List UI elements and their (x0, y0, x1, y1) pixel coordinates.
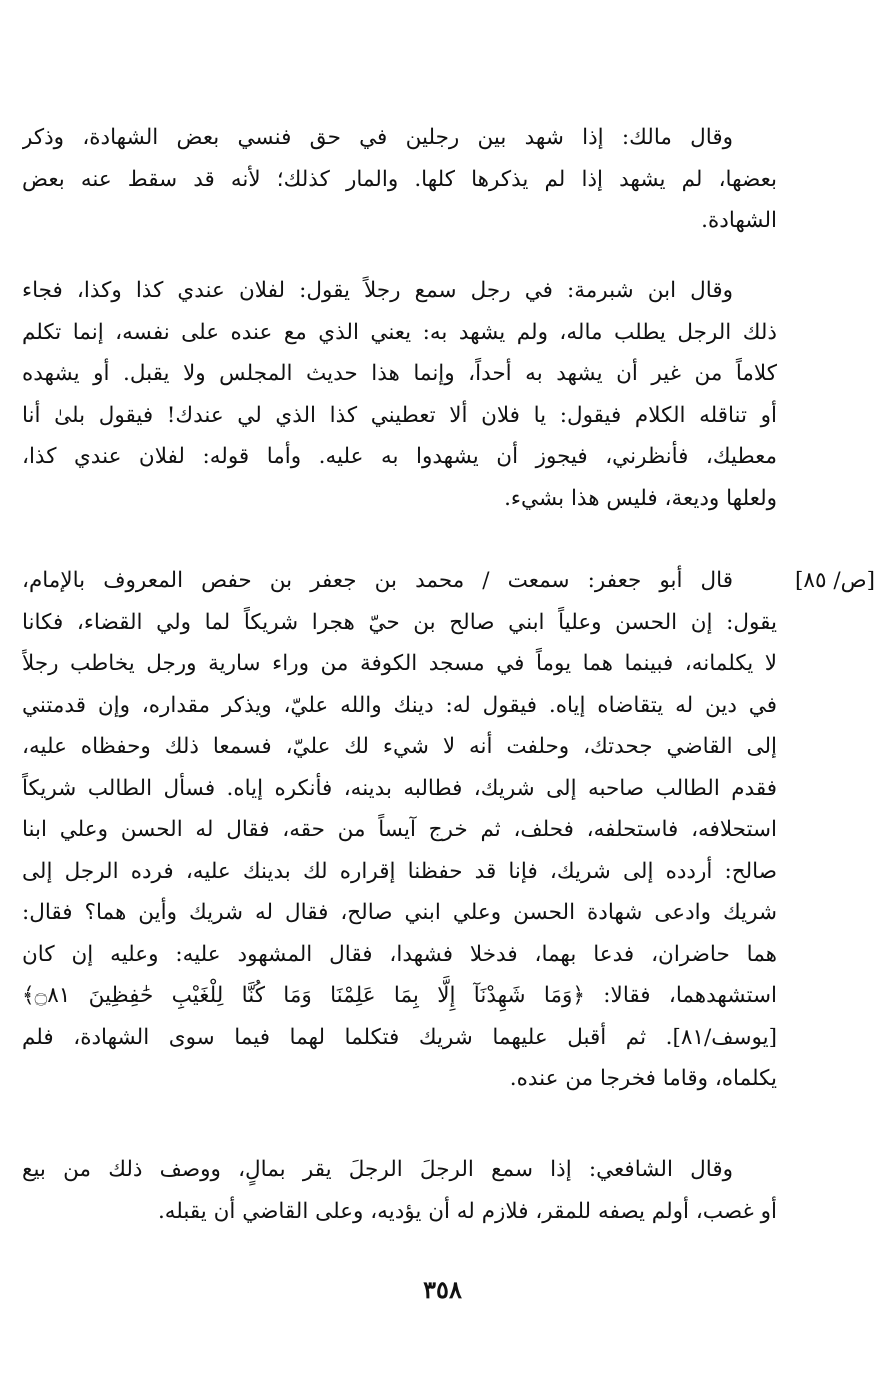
text-line: [يوسف/٨١]. ثم أقبل عليهما شريك فتكلما لهما فيما سوى الشهادة، فلم (22, 1024, 777, 1050)
text-line: هما حاضران، فدعا بهما، فدخلا فشهدا، فقال المشهود عليه: وعليه إن كان (22, 941, 777, 967)
text-line: وقال مالك: إذا شهد بين رجلين في حق فنسي بعض الشهادة، وذكر (22, 125, 733, 150)
quran-verse-line: استشهدهما، فقالا: ﴿وَمَا شَهِدْنَآ إِلَّا بِمَا عَلِمْنَا وَمَا كُنَّا لِلْغَيْبِ حَٰفِظِينَ ۝٨١﴾ (22, 983, 777, 1008)
text-line: في دين له يتقاضاه إياه. فيقول له: دينك والله عليّ، ويذكر مقداره، وإن قدمتني (22, 692, 777, 718)
text-line: لا يكلمانه، فبينما هما يوماً في مسجد الكوفة من وراء سارية ورجل يخاطب رجلاً (22, 651, 777, 676)
text-line: ولعلها وديعة، فليس هذا بشيء. (504, 485, 777, 511)
text-line: يكلماه، وقاما فخرجا من عنده. (509, 1066, 777, 1091)
text-line: صالح: أردده إلى شريك، فإنا قد حفظنا إقراره لك بدينك عليه، فرده الرجل إلى (22, 858, 777, 884)
page-number: ٣٥٨ (423, 1275, 462, 1304)
paragraph-shafii (22, 1149, 777, 1232)
text-line: ذلك الرجل يطلب ماله، ولم يشهد به: يعني الذي مع عنده على نفسه، إنما تكلم (22, 319, 777, 345)
text-line: شريك وادعى شهادة الحسن وعلي ابني صالح، فقال له شريك وأين هما؟ فقال: (22, 900, 777, 925)
text-line: كلاماً من غير أن يشهد به أحداً، وإنما هذا حديث المجلس ولا يقبل. أو يشهده (22, 361, 777, 386)
text-line: إلى القاضي جحدتك، وحلفت أنه لا شيء لك عليّ، فسمعا ذلك وحفظاه عليه، (22, 734, 777, 759)
text-line: بعضها، لم يشهد إذا لم يذكرها كلها. والمار كذلك؛ لأنه قد سقط عنه بعض (22, 166, 777, 192)
paragraph-abu-jafar (22, 560, 777, 1100)
text-line: وقال ابن شبرمة: في رجل سمع رجلاً يقول: لفلان عندي كذا وكذا، فجاء (22, 278, 733, 303)
text-line: أو تناقله الكلام فيقول: يا فلان ألا تعطيني كذا الذي لي عندك! فيقول بلىٰ أنا (22, 402, 777, 428)
paragraph-malik (22, 117, 777, 242)
text-line: يقول: إن الحسن وعلياً ابني صالح بن حيّ هجرا شريكاً لما ولي القضاء، فكانا (22, 609, 777, 635)
text-line: أو غصب، أولم يصفه للمقر، فلازم له أن يؤديه، وعلى القاضي أن يقبله. (157, 1198, 777, 1224)
text-line: فقدم الطالب صاحبه إلى شريك، فطالبه بدينه، فأنكره إياه. فسأل الطالب شريكاً (22, 775, 777, 801)
margin-page-reference: [ص/ ٨٥] (795, 568, 875, 593)
text-line: معطيك، فأنظرني، فيجوز أن يشهدوا به عليه. وأما قوله: لفلان عندي كذا، (22, 444, 777, 469)
text-line: استحلافه، فاستحلفه، فحلف، ثم خرج آيساً من حقه، فقال له الحسن وعلي ابنا (22, 817, 777, 842)
text-line: قال أبو جعفر: سمعت / محمد بن جعفر بن حفص المعروف بالإمام، (22, 568, 733, 593)
paragraph-ibn-shubruma (22, 270, 777, 519)
text-line: الشهادة. (701, 208, 777, 233)
text-line: وقال الشافعي: إذا سمع الرجلَ الرجلَ يقر بمالٍ، ووصف ذلك من بيع (22, 1157, 733, 1182)
